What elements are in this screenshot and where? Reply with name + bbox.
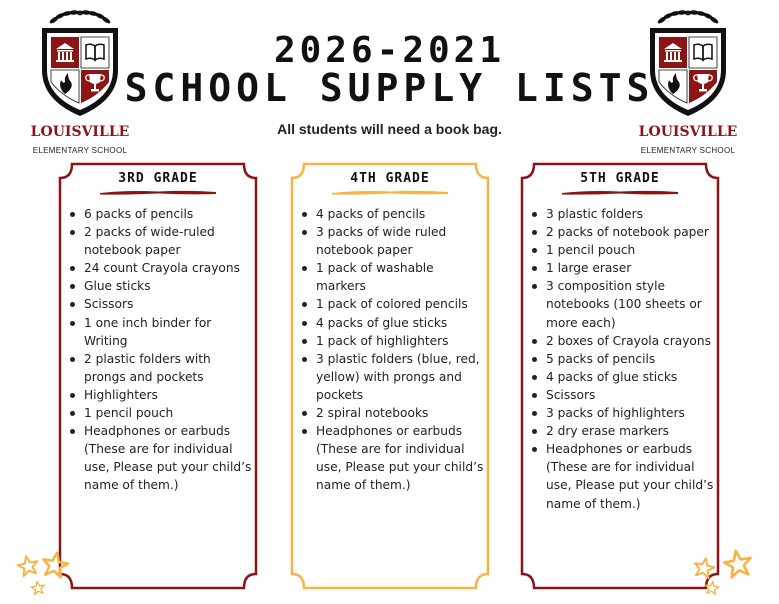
school-subtitle: ELEMENTARY SCHOOL [640,146,736,155]
list-item: 1 pencil pouch [66,404,252,422]
list-item: 3 plastic folders [528,205,714,223]
page-title-year: 2026-2021 [273,30,506,71]
list-item: 4 packs of glue sticks [298,314,484,332]
page-subtitle: All students will need a book bag. [277,121,502,137]
school-subtitle: ELEMENTARY SCHOOL [32,146,128,155]
list-item: 4 packs of glue sticks [528,368,714,386]
star-icon [690,548,762,600]
supply-list [66,205,252,495]
supply-list [298,205,484,495]
list-item: 3 packs of highlighters [528,404,714,422]
list-item: 2 dry erase markers [528,422,714,440]
list-item: Scissors [66,295,252,313]
list-item: 4 packs of pencils [298,205,484,223]
list-item: 1 pack of highlighters [298,332,484,350]
list-item: 2 boxes of Crayola crayons [528,332,714,350]
list-item: 3 composition style notebooks (100 sheets or more each) [528,277,714,331]
list-item: 3 packs of wide ruled notebook paper [298,223,484,259]
grade-title: 4TH GRADE [350,171,430,186]
list-item: Headphones or earbuds (These are for individual use, Please put your child’s name of them.) [298,422,484,494]
list-item: 1 pack of washable markers [298,259,484,295]
school-name: LOUISVILLE [30,124,130,140]
supply-list [528,205,714,513]
list-item: 1 one inch binder for Writing [66,314,252,350]
list-item: 6 packs of pencils [66,205,252,223]
list-item: 1 pencil pouch [528,241,714,259]
list-item: Scissors [528,386,714,404]
list-item: Headphones or earbuds (These are for individual use, Please put your child’s name of them.) [528,440,714,512]
list-item: 2 spiral notebooks [298,404,484,422]
list-item: 24 count Crayola crayons [66,259,252,277]
list-item: 2 packs of wide-ruled notebook paper [66,223,252,259]
list-item: Headphones or earbuds (These are for individual use, Please put your child’s name of them.) [66,422,252,494]
list-item: 2 packs of notebook paper [528,223,714,241]
list-item: Glue sticks [66,277,252,295]
page-title: SCHOOL SUPPLY LISTS [124,66,655,110]
list-item: 3 plastic folders (blue, red, yellow) with prongs and pockets [298,350,484,404]
list-item: 5 packs of pencils [528,350,714,368]
grade-title: 3RD GRADE [118,171,198,186]
brush-stroke-underline [560,188,680,196]
list-item: 2 plastic folders with prongs and pockets [66,350,252,386]
school-name: LOUISVILLE [638,124,738,140]
grade-title: 5TH GRADE [580,171,660,186]
brush-stroke-underline [98,188,218,196]
grade-card-4th [290,162,490,590]
list-item: 1 large eraser [528,259,714,277]
list-item: Highlighters [66,386,252,404]
list-item: 1 pack of colored pencils [298,295,484,313]
brush-stroke-underline [330,188,450,196]
star-icon [14,548,86,600]
grade-card-5th [520,162,720,590]
grade-card-3rd [58,162,258,590]
